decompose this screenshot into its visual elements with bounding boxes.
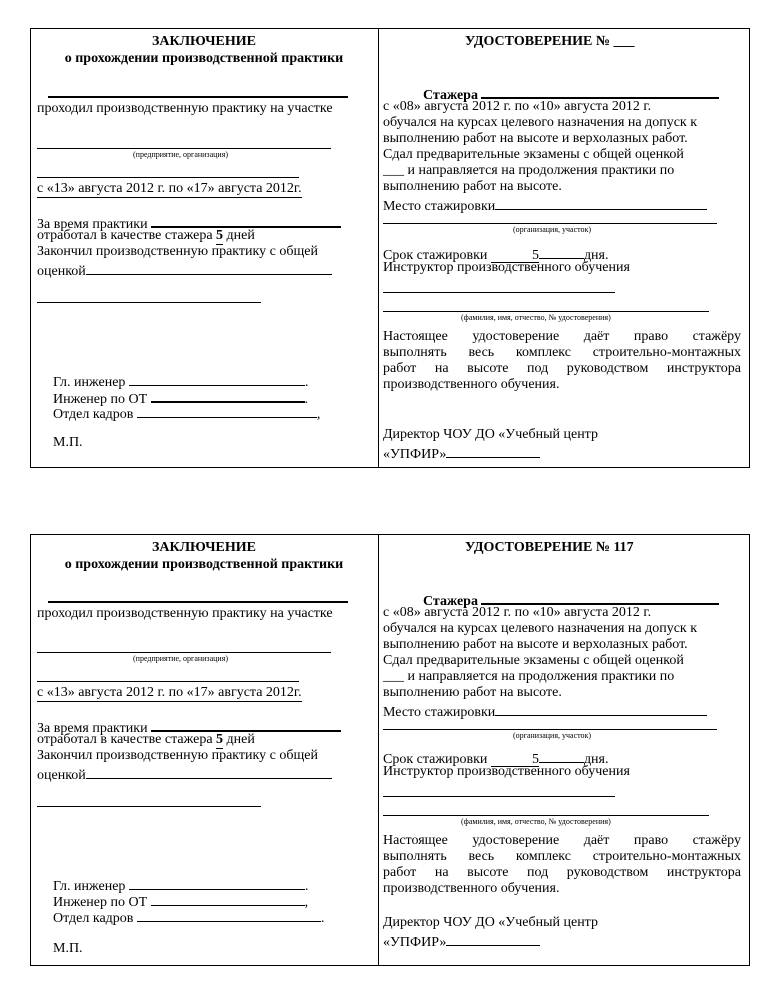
chief-engineer-signature[interactable] (129, 875, 305, 890)
instructor-text: Инструктор производственного обучения (383, 260, 630, 275)
hr-dept-dot: . (320, 911, 325, 926)
rights-line-1: Настоящее удостоверение даёт право стажёру (383, 329, 741, 344)
practice-dates-text: с «13» августа 2012 г. по «17» августа 2012г. (37, 685, 302, 700)
grade-line (37, 764, 332, 784)
conclusion-subtitle: о прохождении производственной практики (64, 557, 344, 572)
grade-label: оценкой (37, 264, 86, 279)
period-blank[interactable] (539, 748, 584, 763)
rights-line-3: работ на высоте под руководством инструктора (383, 865, 741, 880)
upfir-label: «УПФИР» (383, 935, 447, 950)
period-value: 5 (491, 248, 539, 263)
rights-line-3: работ на высоте под руководством инструктора (383, 361, 741, 376)
stamp-place: М.П. (53, 941, 83, 956)
bottom-form-card (30, 534, 750, 966)
passed-practice-text: проходил производственную практику на участке (37, 606, 333, 621)
place-label: Место стажировки (383, 705, 496, 720)
period-blank[interactable] (539, 244, 584, 259)
ot-engineer-signature[interactable] (151, 891, 305, 906)
extra-blank[interactable] (37, 806, 261, 807)
instructor-caption: (фамилия, имя, отчество, № удостоверения) (461, 817, 611, 826)
certificate-dates: с «08» августа 2012 г. по «10» августа 2012 г. (383, 605, 652, 620)
hr-dept-label: Отдел кадров (53, 407, 134, 422)
rights-line-1: Настоящее удостоверение даёт право стажёру (383, 833, 741, 848)
studied-line-2: выполнению работ на высоте и верхолазных работ. (383, 131, 688, 146)
instructor-blank[interactable] (383, 796, 615, 797)
worked-as-line (37, 732, 255, 749)
place-blank[interactable] (495, 195, 707, 210)
days-value: 5 (216, 732, 224, 747)
instructor-caption: (фамилия, имя, отчество, № удостоверения) (461, 313, 611, 322)
practice-dates (37, 181, 302, 198)
organization-blank-2[interactable] (37, 681, 299, 682)
period-label: Срок стажировки (383, 248, 488, 263)
period-label: Срок стажировки (383, 752, 488, 767)
directed-line-2: выполнению работ на высоте. (383, 179, 562, 194)
rights-line-4: производственного обучения. (383, 881, 560, 896)
conclusion-subtitle: о прохождении производственной практики (64, 51, 344, 66)
chief-engineer-signature[interactable] (129, 371, 305, 386)
rights-line-4: производственного обучения. (383, 377, 560, 392)
conclusion-title: ЗАКЛЮЧЕНИЕ (151, 34, 257, 49)
grade-blank[interactable] (86, 260, 332, 275)
name-blank[interactable] (48, 601, 348, 603)
name-blank[interactable] (48, 96, 348, 98)
exams-text: Сдал предварительные экзамены с общей оценкой (383, 147, 684, 162)
column-divider (378, 535, 379, 965)
grade-label: оценкой (37, 768, 86, 783)
worked-as-line (37, 228, 255, 245)
grade-line (37, 260, 332, 280)
organization-caption: (предприятие, организация) (133, 654, 229, 663)
conclusion-title: ЗАКЛЮЧЕНИЕ (151, 540, 257, 555)
place-line (383, 195, 707, 215)
trainee-name-blank[interactable] (481, 589, 719, 605)
worked-as-label: отработал в качестве стажера (37, 228, 217, 243)
studied-line-1: обучался на курсах целевого назначения на допуск к (383, 115, 698, 130)
stamp-place: М.П. (53, 435, 83, 450)
practice-dates (37, 685, 302, 702)
days-label: дней (223, 732, 255, 747)
top-form-card (30, 28, 750, 468)
organization-blank[interactable] (37, 148, 331, 149)
ot-engineer-label: Инженер по ОТ (53, 895, 148, 910)
organization-blank[interactable] (37, 652, 331, 653)
passed-practice-text: проходил производственную практику на участке (37, 101, 333, 116)
chief-engineer-label: Гл. инженер (53, 375, 126, 390)
during-practice-blank[interactable] (151, 212, 341, 228)
period-value: 5 (491, 752, 539, 767)
studied-line-1: обучался на курсах целевого назначения на допуск к (383, 621, 698, 636)
hr-dept-line (53, 403, 320, 423)
extra-blank[interactable] (37, 302, 261, 303)
upfir-line (383, 931, 540, 951)
instructor-text: Инструктор производственного обучения (383, 764, 630, 779)
org-caption: (организация, участок) (513, 731, 592, 740)
org-blank[interactable] (383, 223, 717, 224)
director-signature[interactable] (446, 443, 540, 458)
place-blank[interactable] (495, 701, 707, 716)
exams-text: Сдал предварительные экзамены с общей оценкой (383, 653, 684, 668)
certificate-title: УДОСТОВЕРЕНИЕ № ___ (465, 34, 635, 49)
hr-dept-signature[interactable] (137, 403, 317, 418)
column-divider (378, 29, 379, 467)
director-signature[interactable] (446, 931, 540, 946)
place-label: Место стажировки (383, 199, 496, 214)
practice-dates-text: с «13» августа 2012 г. по «17» августа 2012г. (37, 181, 302, 196)
chief-engineer-dot: . (304, 375, 309, 390)
upfir-label: «УПФИР» (383, 447, 447, 462)
trainee-label: Стажера (423, 88, 478, 103)
days-value: 5 (216, 228, 224, 243)
during-practice-label: За время практики (37, 217, 148, 232)
during-practice-label: За время практики (37, 721, 148, 736)
ot-engineer-comma: , (304, 895, 309, 910)
period-days: дня. (583, 248, 609, 263)
period-days: дня. (583, 752, 609, 767)
ot-engineer-label: Инженер по ОТ (53, 392, 148, 407)
worked-as-label: отработал в качестве стажера (37, 732, 217, 747)
during-practice-blank[interactable] (151, 716, 341, 732)
hr-dept-signature[interactable] (137, 907, 321, 922)
days-label: дней (223, 228, 255, 243)
chief-engineer-label: Гл. инженер (53, 879, 126, 894)
organization-caption: (предприятие, организация) (133, 150, 229, 159)
hr-dept-line (53, 907, 324, 927)
studied-line-2: выполнению работ на высоте и верхолазных работ. (383, 637, 688, 652)
instructor-blank-2[interactable] (383, 815, 709, 816)
upfir-line (383, 443, 540, 463)
chief-engineer-dot: . (304, 879, 309, 894)
hr-dept-label: Отдел кадров (53, 911, 134, 926)
ot-engineer-signature[interactable] (151, 387, 305, 403)
finished-practice-text: Закончил производственную практику с общей (37, 244, 318, 259)
instructor-blank-2[interactable] (383, 311, 709, 312)
finished-practice-text: Закончил производственную практику с общей (37, 748, 318, 763)
hr-dept-comma: , (316, 407, 321, 422)
directed-line-1: ___ и направляется на продолжения практики по (383, 669, 675, 684)
ot-engineer-dot: . (304, 392, 309, 407)
org-caption: (организация, участок) (513, 225, 592, 234)
certificate-dates: с «08» августа 2012 г. по «10» августа 2012 г. (383, 99, 652, 114)
place-line (383, 701, 707, 721)
rights-line-2: выполнять весь комплекс строительно-монтажных (383, 345, 741, 360)
director-text: Директор ЧОУ ДО «Учебный центр (383, 915, 598, 930)
directed-line-1: ___ и направляется на продолжения практики по (383, 163, 675, 178)
instructor-blank[interactable] (383, 292, 615, 293)
org-blank[interactable] (383, 729, 717, 730)
organization-blank-2[interactable] (37, 177, 299, 178)
grade-blank[interactable] (86, 764, 332, 779)
certificate-title: УДОСТОВЕРЕНИЕ № 117 (465, 540, 634, 555)
director-text: Директор ЧОУ ДО «Учебный центр (383, 427, 598, 442)
directed-line-2: выполнению работ на высоте. (383, 685, 562, 700)
trainee-label: Стажера (423, 594, 478, 609)
rights-line-2: выполнять весь комплекс строительно-монтажных (383, 849, 741, 864)
trainee-name-blank[interactable] (481, 83, 719, 99)
